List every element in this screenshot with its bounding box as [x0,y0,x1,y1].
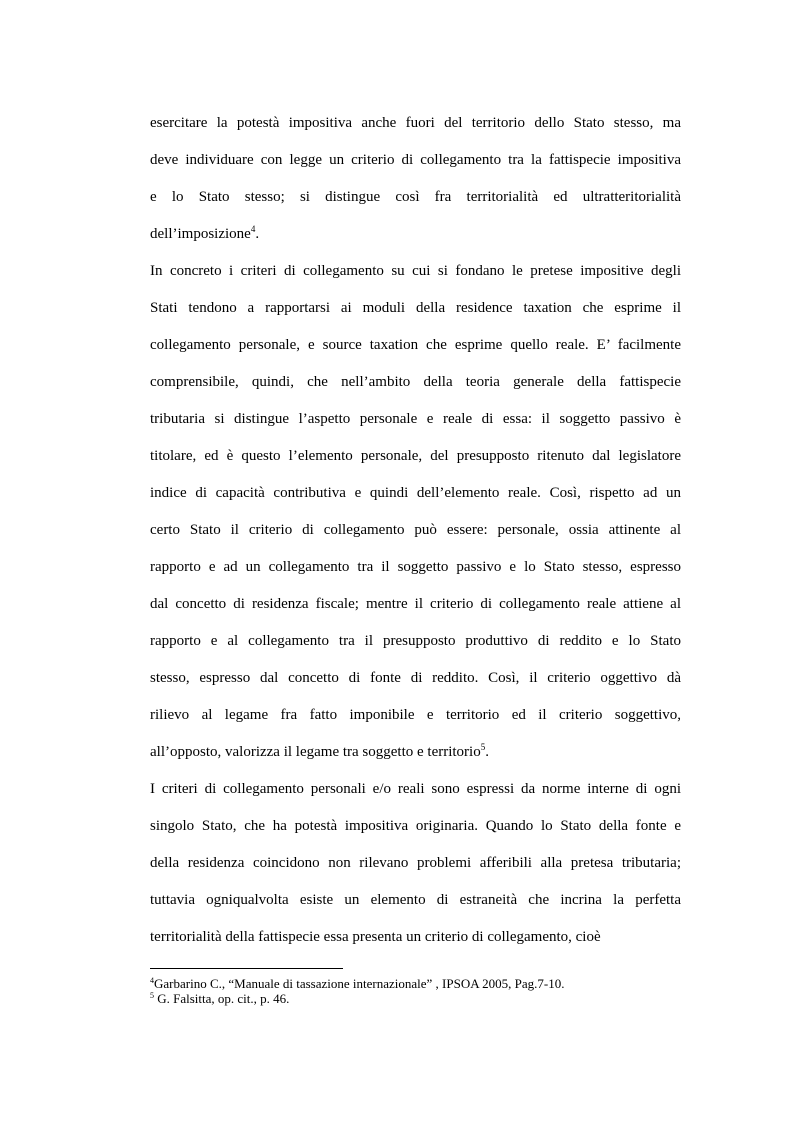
footnote-number: 5 [150,991,154,1000]
body-line: territorialità della fattispecie essa presenta un criterio di collegamento, cioè [150,929,601,945]
footnote-ref-4: 4 [250,224,256,234]
period: . [255,226,260,242]
body-line: indice di capacità contributiva e quindi dell’elemento reale. Così, rispetto ad un [150,485,681,501]
body-line: Stati tendono a rapportarsi ai moduli della residence taxation che esprime il [150,300,681,316]
body-line: rapporto e ad un collegamento tra il soggetto passivo e lo Stato stesso, espresso [150,559,681,575]
footnote-text: G. Falsitta, op. cit., p. 46. [154,991,290,1006]
body-line: comprensibile, quindi, che nell’ambito della teoria generale della fattispecie [150,374,681,390]
body-line: dal concetto di residenza fiscale; mentre il criterio di collegamento reale attiene al [150,596,681,612]
period: . [485,744,489,760]
footnote-number: 4 [150,976,154,985]
footnote-ref-5: 5 [480,742,486,752]
body-line-text: all’opposto, valorizza il legame tra soggetto e territorio [150,744,481,760]
footnotes [150,976,681,1006]
body-line [150,734,681,771]
body-line: In concreto i criteri di collegamento su cui si fondano le pretese impositive degli [150,263,681,279]
body-line: I criteri di collegamento personali e/o reali sono espressi da norme interne di ogni [150,781,681,797]
body-line: esercitare la potestà impositiva anche fuori del territorio dello Stato stesso, ma [150,115,681,131]
footnote-text: Garbarino C., “Manuale di tassazione internazionale” , IPSOA 2005, Pag.7-10. [154,976,565,991]
footnote-5 [150,991,681,1006]
body-line: e lo Stato stesso; si distingue così fra territorialità ed ultratteritorialità [150,189,681,205]
body-line: collegamento personale, e source taxation che esprime quello reale. E’ facilmente [150,337,681,353]
body-line: titolare, ed è questo l’elemento personale, del presupposto ritenuto dal legislatore [150,448,681,464]
footnote-4 [150,976,681,991]
body-line [150,216,681,253]
body-line: singolo Stato, che ha potestà impositiva originaria. Quando lo Stato della fonte e [150,818,681,834]
body-line: certo Stato il criterio di collegamento può essere: personale, ossia attinente al [150,522,681,538]
body-line: rilievo al legame fra fatto imponibile e territorio ed il criterio soggettivo, [150,707,681,723]
body-line: tributaria si distingue l’aspetto personale e reale di essa: il soggetto passivo è [150,411,681,427]
body-line: deve individuare con legge un criterio di collegamento tra la fattispecie impositiva [150,152,681,168]
body-line: stesso, espresso dal concetto di fonte di reddito. Così, il criterio oggettivo dà [150,670,681,686]
body-line: rapporto e al collegamento tra il presupposto produttivo di reddito e lo Stato [150,633,681,649]
document-body [150,105,681,956]
body-line: tuttavia ogniqualvolta esiste un elemento di estraneità che incrina la perfetta [150,892,681,908]
body-line-text: dell’imposizione [150,226,251,242]
body-line: della residenza coincidono non rilevano problemi afferibili alla pretesa tributaria; [150,855,681,871]
footnote-separator [150,968,343,969]
